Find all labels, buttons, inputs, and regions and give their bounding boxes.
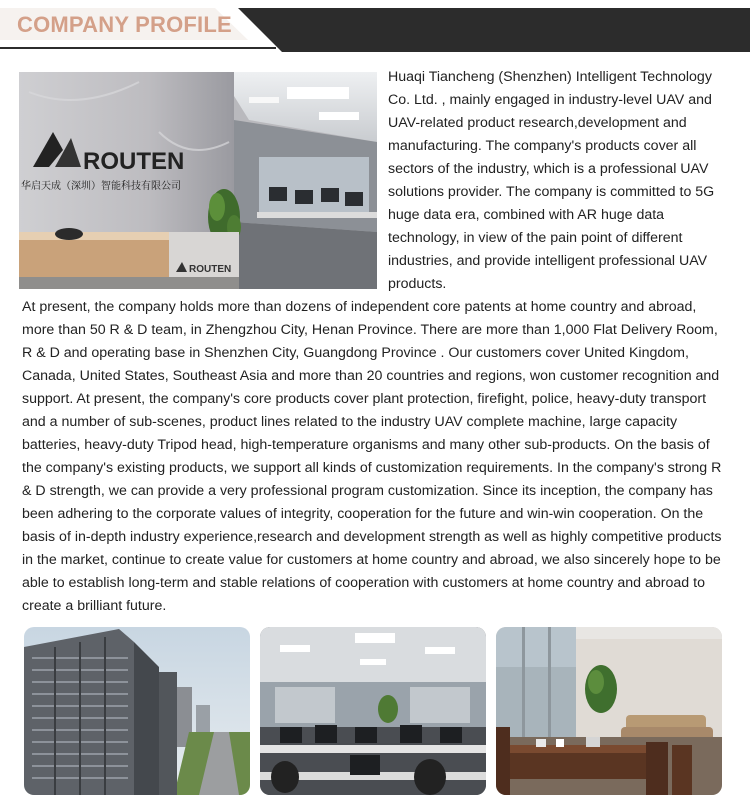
desk-logo-text: ROUTEN	[189, 264, 232, 275]
page-title: COMPANY PROFILE	[17, 12, 232, 37]
wall-chinese-text: 华启天成（深圳）智能科技有限公司	[21, 181, 181, 192]
section-header	[0, 0, 750, 56]
open-office-photo	[260, 627, 486, 795]
building-exterior-photo	[24, 627, 250, 795]
wall-logo-text: ROUTEN	[83, 148, 185, 175]
intro-paragraph: Huaqi Tiancheng (Shenzhen) Intelligent Technology Co. Ltd. , mainly engaged in industry-level UAV and UAV-related product research,development and manufacturing. The company's products cover all sectors of the industry, which is a professional UAV solutions provider. The company is committed to 5G huge data era, combined with AR huge data technology, in view of the pain point of different industries, and provide intelligent professional UAV products.	[388, 69, 715, 292]
lounge-room-photo	[496, 627, 722, 795]
body-paragraph: At present, the company holds more than dozens of independent core patents at home country and abroad, more than 50 R & D team, in Zhengzhou City, Henan Province. There are more than 1,000 Flat Delivery Room, R & D and operating base in Shenzhen City, Guangdong Province . Our customers cover United Kingdom, Canada, United States, Southeast Asia and more than 20 countries and regions, won customer recognition and support. At present, the company's core products cover plant protection, firefight, police, heavy-duty transport and a number of sub-scenes, product lines related to the industry UAV complete machine, large capacity batteries, heavy-duty Tripod head, high-temperature organisms and many other sub-products. On the basis of the company's existing products, we support all kinds of customization requirements. In the company's strong R & D strength, we can provide a very professional program customization. Since its inception, the company has been adhering to the corporate values of integrity, cooperation for the future and win-win cooperation. On the basis of in-depth industry experience,research and development strength as well as highly competitive products in the market, continue to create value for customers at home country and abroad, we also sincerely hope to be able to establish long-term and stable relations of cooperation with customers at home country and abroad to create a brilliant future.	[22, 299, 722, 614]
office-reception-photo	[19, 72, 377, 289]
